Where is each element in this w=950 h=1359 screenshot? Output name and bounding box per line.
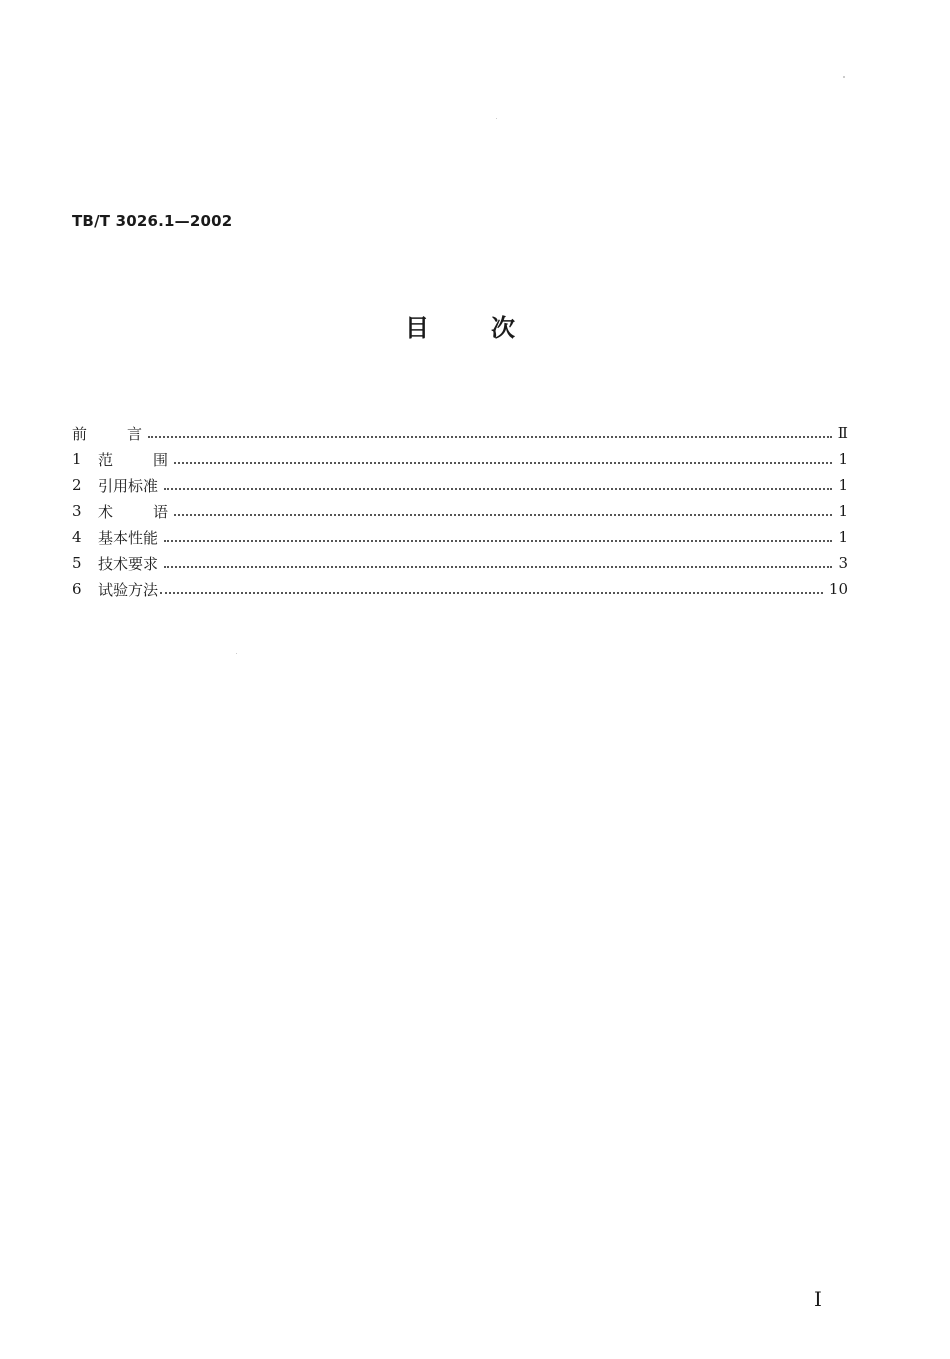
toc-dot-leader <box>160 591 823 594</box>
toc-entry-number: 6 <box>72 580 82 598</box>
toc-entry-number: 3 <box>72 502 82 520</box>
toc-entry-label-part: 前 <box>72 424 88 443</box>
toc-entry-scope[interactable] <box>72 446 848 472</box>
toc-entry-page: 3 <box>838 554 848 572</box>
toc-dot-leader <box>164 565 832 568</box>
toc-entry-page: 1 <box>838 502 848 520</box>
toc-entry-foreword[interactable] <box>72 420 848 446</box>
toc-entry-technical-requirements[interactable] <box>72 550 848 576</box>
toc-entry-label-part: 术 <box>98 502 114 521</box>
document-code: TB/T 3026.1—2002 <box>72 212 233 230</box>
table-of-contents <box>72 420 848 602</box>
scan-speck <box>496 118 497 119</box>
toc-dot-leader <box>164 487 832 490</box>
toc-entry-label-part: 围 <box>152 450 168 469</box>
toc-dot-leader <box>174 513 832 516</box>
toc-entry-label: 引用标准 <box>98 476 159 495</box>
toc-entry-terms[interactable] <box>72 498 848 524</box>
toc-entry-label-part: 言 <box>126 424 142 443</box>
toc-entry-page: 1 <box>838 450 848 468</box>
title-char-1: 目 <box>405 314 429 342</box>
toc-entry-number: 2 <box>72 476 82 494</box>
toc-entry-label: 技术要求 <box>98 554 159 573</box>
toc-entry-label-part: 范 <box>98 450 114 469</box>
scan-speck <box>236 653 237 654</box>
toc-dot-leader <box>164 539 832 542</box>
toc-entry-page: Ⅱ <box>837 424 848 442</box>
page-number: Ⅰ <box>814 1287 822 1311</box>
page-title <box>405 313 515 343</box>
toc-dot-leader <box>148 435 832 438</box>
toc-dot-leader <box>174 461 832 464</box>
toc-entry-page: 1 <box>838 528 848 546</box>
toc-entry-label: 基本性能 <box>98 528 159 547</box>
toc-entry-label <box>98 449 168 470</box>
toc-entry-label <box>98 501 168 522</box>
toc-entry-label <box>72 423 142 444</box>
toc-entry-number: 5 <box>72 554 82 572</box>
title-char-2: 次 <box>491 314 515 342</box>
toc-entry-label: 试验方法 <box>98 580 159 599</box>
toc-entry-page: 10 <box>828 580 848 598</box>
toc-entry-normative-references[interactable] <box>72 472 848 498</box>
toc-entry-test-methods[interactable] <box>72 576 848 602</box>
toc-entry-label-part: 语 <box>152 502 168 521</box>
toc-entry-page: 1 <box>838 476 848 494</box>
toc-entry-number: 4 <box>72 528 82 546</box>
toc-entry-number: 1 <box>72 450 82 468</box>
toc-entry-basic-performance[interactable] <box>72 524 848 550</box>
scan-speck <box>843 76 845 78</box>
